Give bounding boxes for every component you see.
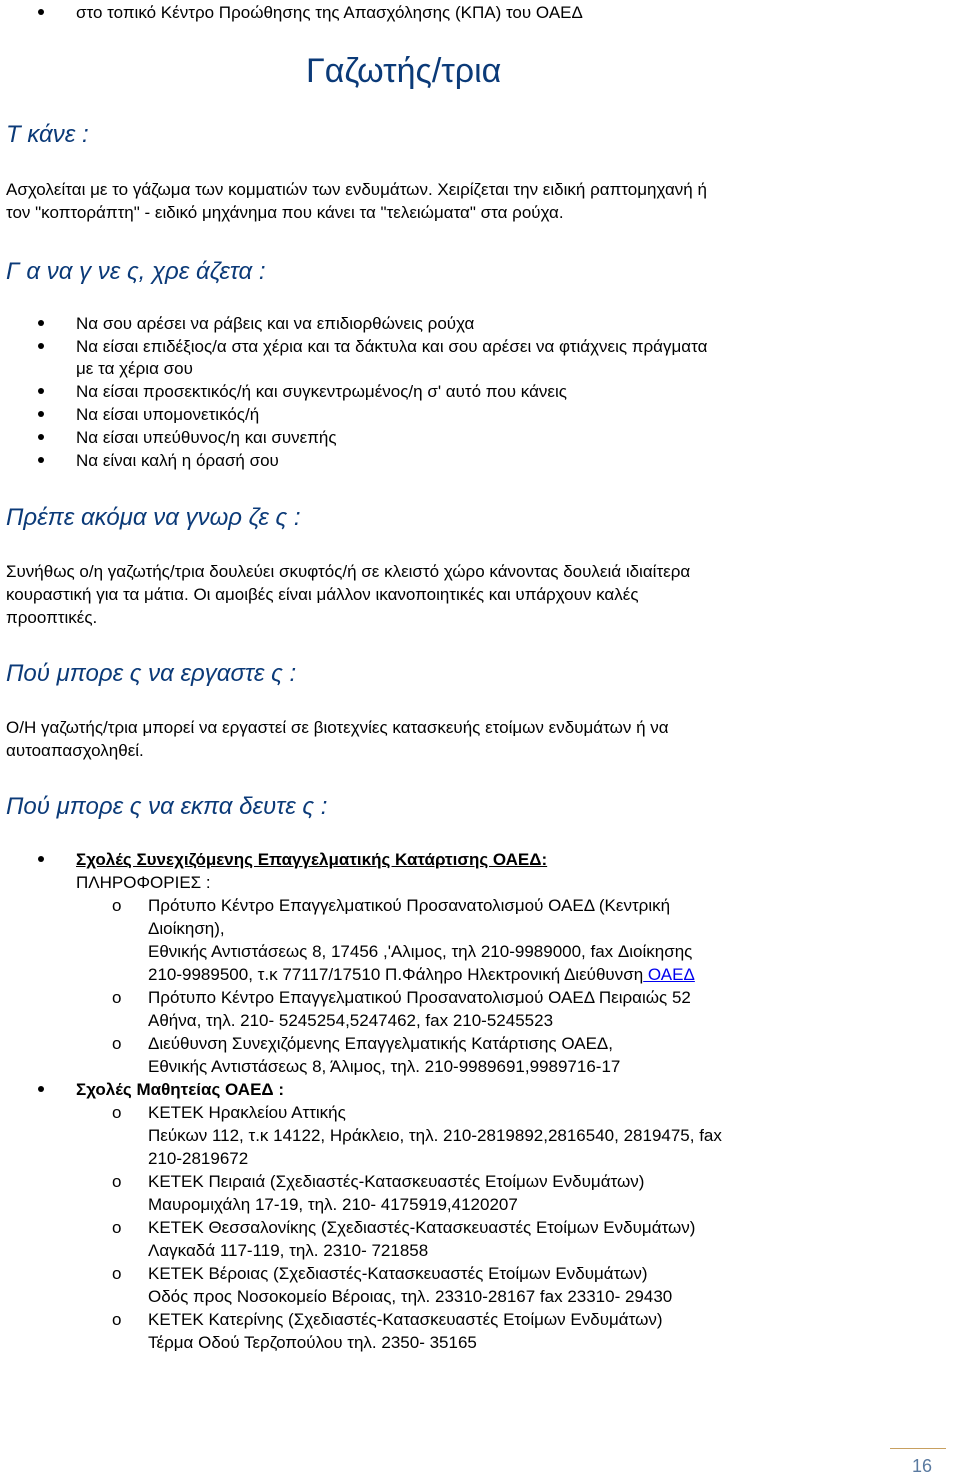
know-line: Συνήθως ο/η γαζωτής/τρια δουλεύει σκυφτός/ή σε κλειστό χώρο κάνοντας δουλειά ιδιαίτερα <box>6 562 691 581</box>
bullet-icon <box>38 457 44 463</box>
training-item-line: Πρότυπο Κέντρο Επαγγελματικού Προσανατολισμού ΟΑΕΔ (Κεντρική <box>148 896 671 915</box>
bullet-icon <box>38 411 44 417</box>
section-heading-know: Πρέπε ακόμα να γνωρ ζε ς : <box>6 504 301 531</box>
section-heading-training: Πού μπορε ς να εκπα δευτε ς : <box>6 793 328 820</box>
bullet-icon <box>38 388 44 394</box>
section-heading-requirements: Γ α να γ νε ς, χρε άζετα : <box>6 258 266 285</box>
training-item-line: Αθήνα, τηλ. 210- 5245254,5247462, fax 210-5245523 <box>148 1011 554 1030</box>
sub-bullet-icon: o <box>112 988 122 1007</box>
training-group-title <box>76 1078 284 1101</box>
training-item-text: 210-9989500, τ.κ 77117/17510 Π.Φάληρο Ηλεκτρονική Διεύθυνση <box>148 965 644 984</box>
requirement-item: Να είσαι προσεκτικός/ή και συγκεντρωμένος/η σ' αυτό που κάνεις <box>76 382 567 401</box>
requirement-item: Να είσαι υπεύθυνος/η και συνεπής <box>76 428 337 447</box>
page-number: 16 <box>912 1456 933 1476</box>
page-title: Γαζωτής/τρια <box>306 52 502 90</box>
training-item-line: ΚΕΤΕΚ Ηρακλείου Αττικής <box>148 1103 346 1122</box>
sub-bullet-icon: o <box>112 896 122 915</box>
bullet-icon <box>38 856 44 862</box>
know-line: κουραστική για τα μάτια. Οι αμοιβές είναι μάλλον ικανοποιητικές και υπάρχουν καλές <box>6 585 639 604</box>
bullet-icon <box>38 343 44 349</box>
sub-bullet-icon: o <box>112 1103 122 1122</box>
training-group-title: Σχολές Συνεχιζόμενης Επαγγελματικής Κατάρτισης ΟΑΕΔ: <box>76 850 548 869</box>
training-item-line: Πεύκων 112, τ.κ 14122, Ηράκλειο, τηλ. 210-2819892,2816540, 2819475, fax <box>148 1126 722 1145</box>
sub-bullet-icon: o <box>112 1034 122 1053</box>
bullet-icon <box>38 9 44 15</box>
training-item-line: Πρότυπο Κέντρο Επαγγελματικού Προσανατολισμού ΟΑΕΔ Πειραιώς 52 <box>148 988 691 1007</box>
section-heading-what: Τ κάνε : <box>6 121 89 148</box>
bullet-icon <box>38 1086 44 1092</box>
footer-divider <box>890 1448 946 1449</box>
requirement-item: Να είσαι επιδέξιος/α στα χέρια και τα δάκτυλα και σου αρέσει να φτιάχνεις πράγματα <box>76 337 708 356</box>
sub-bullet-icon: o <box>112 1310 122 1329</box>
top-bullet-text: στο τοπικό Κέντρο Προώθησης της Απασχόλησης (ΚΠΑ) του ΟΑΕΔ <box>76 3 583 22</box>
training-item-line: ΚΕΤΕΚ Πειραιά (Σχεδιαστές-Κατασκευαστές Ετοίμων Ενδυμάτων) <box>148 1172 645 1191</box>
training-item-line: Εθνικής Αντιστάσεως 8, 17456 ,'Αλιμος, τηλ 210-9989000, fax Διοίκησης <box>148 942 693 961</box>
know-line: προοπτικές. <box>6 608 98 627</box>
bullet-icon <box>38 434 44 440</box>
training-item-line: 210-2819672 <box>148 1149 249 1168</box>
requirement-item: Να είσαι υπομονετικός/ή <box>76 405 260 424</box>
training-item-line: ΚΕΤΕΚ Θεσσαλονίκης (Σχεδιαστές-Κατασκευαστές Ετοίμων Ενδυμάτων) <box>148 1218 696 1237</box>
training-item-line: Διοίκηση), <box>148 919 225 938</box>
requirement-item: Να είναι καλή η όρασή σου <box>76 451 279 470</box>
training-item-line: Διεύθυνση Συνεχιζόμενης Επαγγελματικής Κατάρτισης ΟΑΕΔ, <box>148 1034 614 1053</box>
training-item-line: Λαγκαδά 117-119, τηλ. 2310- 721858 <box>148 1241 429 1260</box>
work-line: Ο/Η γαζωτής/τρια μπορεί να εργαστεί σε βιοτεχνίες κατασκευής ετοίμων ενδυμάτων ή να <box>6 718 669 737</box>
requirement-item: Να σου αρέσει να ράβεις και να επιδιορθώνεις ρούχα <box>76 314 475 333</box>
training-item-line: ΚΕΤΕΚ Βέροιας (Σχεδιαστές-Κατασκευαστές Ετοίμων Ενδυμάτων) <box>148 1264 648 1283</box>
training-item-line: Μαυρομιχάλη 17-19, τηλ. 210- 4175919,4120207 <box>148 1195 518 1214</box>
what-line-2: τον "κοπτοράπτη" - ειδικό μηχάνημα που κάνει τα "τελειώματα" στα ρούχα. <box>6 203 564 222</box>
sub-bullet-icon: o <box>112 1264 122 1283</box>
bullet-icon <box>38 320 44 326</box>
oaed-link[interactable]: ΟΑΕΔ <box>643 965 695 984</box>
sub-bullet-icon: o <box>112 1172 122 1191</box>
work-line: αυτοαπασχοληθεί. <box>6 741 144 760</box>
group2-title-b: Μαθητείας ΟΑΕΔ : <box>131 1080 285 1099</box>
group2-title-a: Σχολές <box>76 1080 132 1099</box>
info-label: ΠΛΗΡΟΦΟΡΙΕΣ : <box>76 873 211 892</box>
requirement-item-continuation: με τα χέρια σου <box>76 359 193 378</box>
sub-bullet-icon: o <box>112 1218 122 1237</box>
training-item-line: Τέρμα Οδού Τερζοπούλου τηλ. 2350- 35165 <box>148 1333 477 1352</box>
training-item-line: ΚΕΤΕΚ Κατερίνης (Σχεδιαστές-Κατασκευαστές Ετοίμων Ενδυμάτων) <box>148 1310 663 1329</box>
training-item-line <box>148 963 695 986</box>
training-item-line: Εθνικής Αντιστάσεως 8, Άλιμος, τηλ. 210-9989691,9989716-17 <box>148 1057 621 1076</box>
training-item-line: Οδός προς Νοσοκομείο Βέροιας, τηλ. 23310-28167 fax 23310- 29430 <box>148 1287 673 1306</box>
section-heading-work: Πού μπορε ς να εργαστε ς : <box>6 660 297 687</box>
what-line-1: Ασχολείται με το γάζωμα των κομματιών των ενδυμάτων. Χειρίζεται την ειδική ραπτομηχανή ή <box>6 180 707 199</box>
